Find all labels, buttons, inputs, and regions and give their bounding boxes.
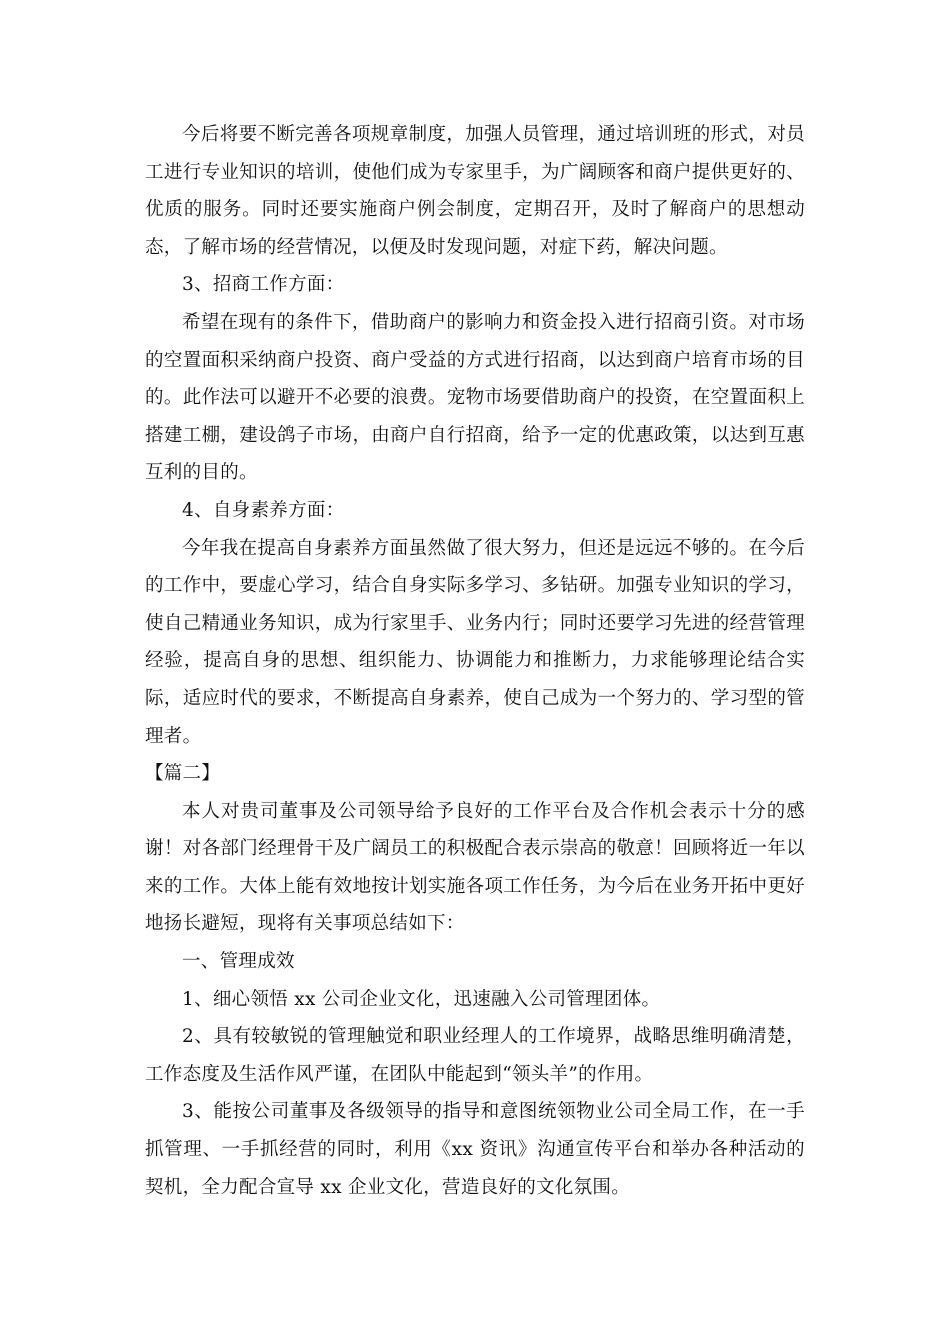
paragraph-management-plan: 今后将要不断完善各项规章制度，加强人员管理，通过培训班的形式，对员工进行专业知识的培训，使他们成为专家里手，为广阔顾客和商户提供更好的、优质的服务。同时还要实施商户例会制度，定期召开，及时了解商户的思想动态，了解市场的经营情况，以便及时发现问题，对症下药，解决问题。 — [145, 124, 805, 258]
paragraph-result-1: 1、细心领悟 xx 公司企业文化，迅速融入公司管理团体。 — [182, 988, 661, 1010]
paragraph-investment: 希望在现有的条件下，借助商户的影响力和资金投入进行招商引资。对市场的空置面积采纳商户投资、商户受益的方式进行招商，以达到商户培育市场的目的。此作法可以避开不必要的浪费。宠物市场要借助商户的投资，在空置面积上搭建工棚，建设鸽子市场，由商户自行招商，给予一定的优惠政策，以达到互惠互利的目的。 — [145, 311, 805, 484]
paragraph-result-3: 3、能按公司董事及各级领导的指导和意图统领物业公司全局工作，在一手抓管理、一手抓经营的同时，利用《xx 资讯》沟通宣传平台和举办各种活动的契机，全力配合宣导 xx 企业文化，营造良好的文化氛围。 — [145, 1101, 805, 1198]
paragraph-gratitude: 本人对贵司董事及公司领导给予良好的工作平台及合作机会表示十分的感谢！对各部门经理骨干及广阔员工的积极配合表示崇高的敬意！回顾将近一年以来的工作。大体上能有效地按计划实施各项工作任务，为今后在业务开拓中更好地扬长避短，现将有关事项总结如下： — [145, 800, 805, 935]
paragraph-result-2: 2、具有较敏锐的管理触觉和职业经理人的工作境界，战略思维明确清楚，工作态度及生活作风严谨，在团队中能起到“领头羊”的作用。 — [145, 1026, 805, 1085]
section-title-part-two: 【篇二】 — [145, 763, 221, 785]
heading-investment: 3、招商工作方面： — [182, 274, 345, 296]
paragraph-self-improvement: 今年我在提高自身素养方面虽然做了很大努力，但还是远远不够的。在今后的工作中，要虚心学习，结合自身实际多学习、多钻研。加强专业知识的学习，使自己精通业务知识，成为行家里手、业务内行；同时还要学习先进的经营管理经验，提高自身的思想、组织能力、协调能力和推断力，力求能够理论结合实际，适应时代的要求，不断提高自身素养，使自己成为一个努力的、学习型的管理者。 — [145, 537, 805, 747]
heading-self-improvement: 4、自身素养方面： — [182, 499, 345, 521]
heading-management-results: 一、管理成效 — [182, 951, 295, 973]
document-body — [145, 116, 805, 1206]
